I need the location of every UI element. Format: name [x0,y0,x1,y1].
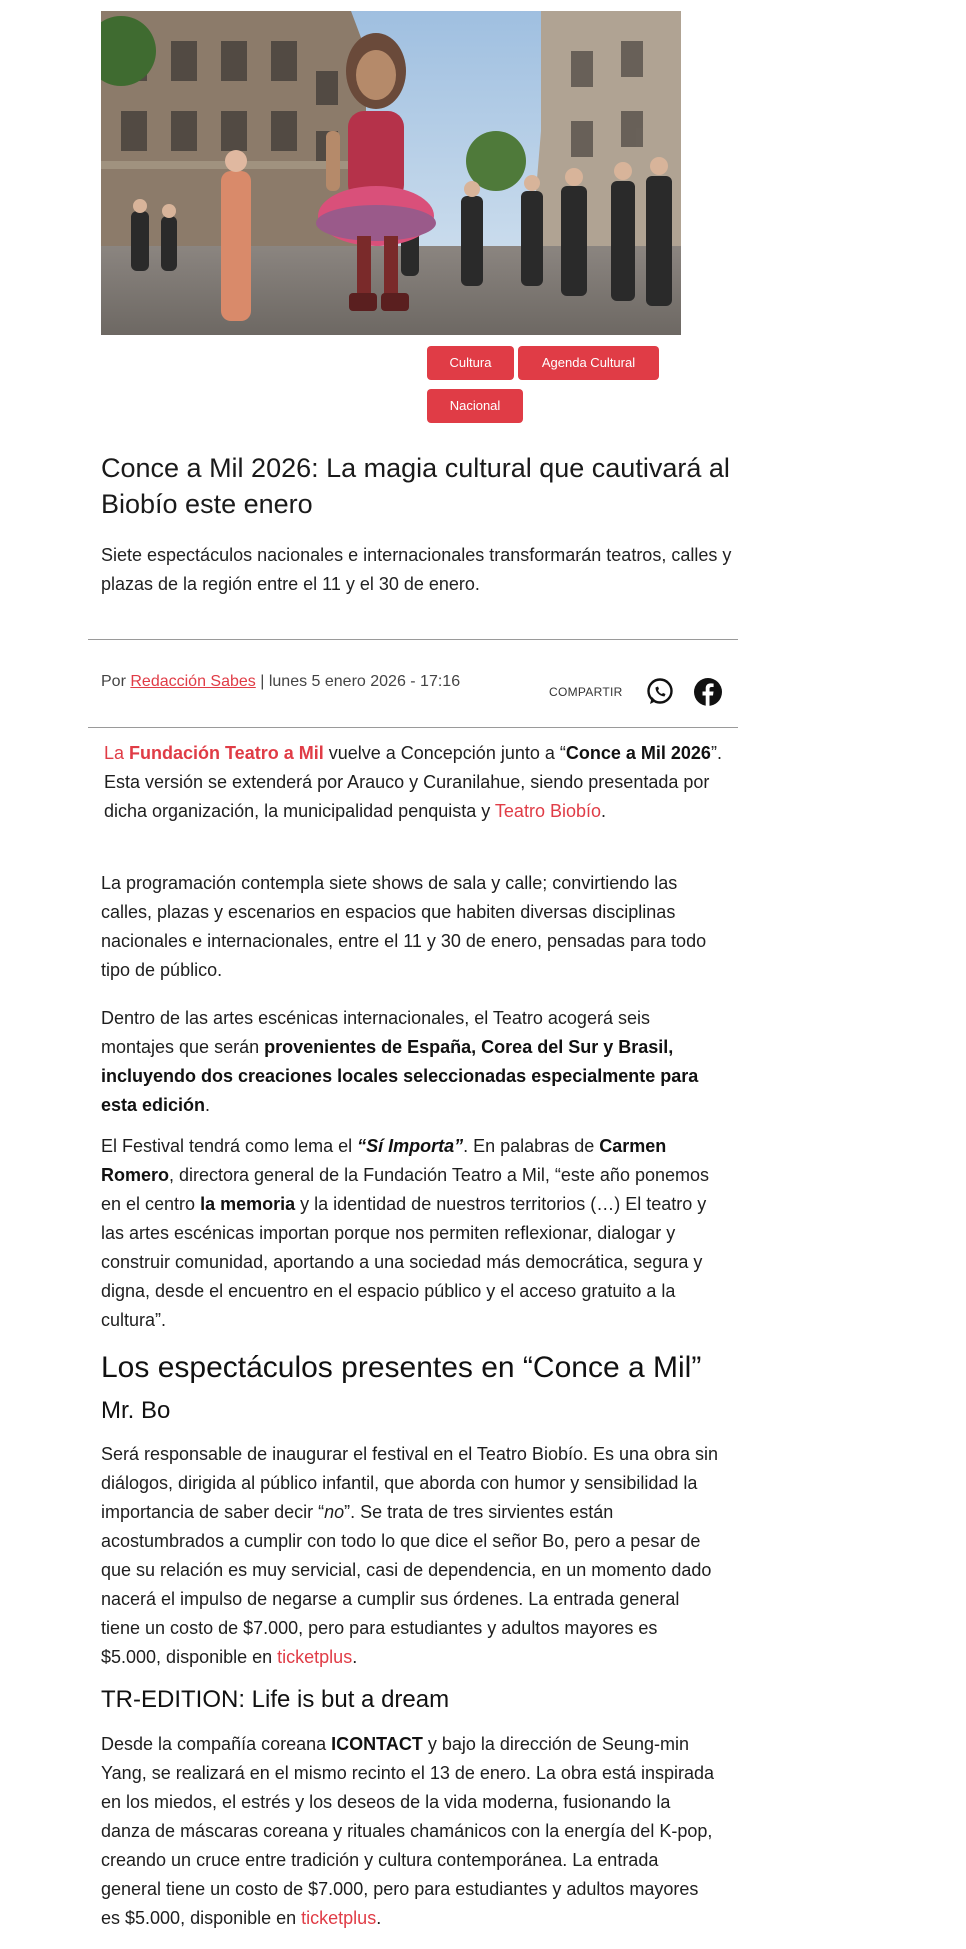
hero-image [101,11,681,335]
show-description-tr-edition: Desde la compañía coreana ICONTACT y bajo la dirección de Seung-min Yang, se realizará en el mismo recinto el 13 de enero. La obra está inspirada en los miedos, el estrés y los deseos de la vida moderna, fusionando la danza de máscaras coreana y rituales chamánicos con la energía del K-pop, creando un cruce entre tradición y cultura contemporánea. La entrada general tiene un costo de $7.000, pero para estudiantes y adultos mayores es $5.000, disponible en ticketplus. [101,1734,715,1928]
author-link[interactable]: Redacción Sabes [130,673,256,690]
paragraph-intro: La Fundación Teatro a Mil vuelve a Concepción junto a “Conce a Mil 2026”. Esta versión se extenderá por Arauco y Curanilahue, siendo presentada por dicha organización, la municipalidad penquista y Teatro Biobío. [104,743,722,821]
whatsapp-icon[interactable] [645,677,675,707]
ticketplus-link[interactable]: ticketplus [301,1908,377,1928]
show-description-mr-bo: Será responsable de inaugurar el festival en el Teatro Biobío. Es una obra sin diálogos, dirigida al público infantil, que aborda con humor y sensibilidad la importancia de saber decir “no”. Se trata de tres sirvientes están acostumbrados a cumplir con todo lo que dice el señor Bo, pero a pesar de que su relación es muy servicial, casi de dependencia, en un momento dado nacerá el impulso de negarse a cumplir sus órdenes. La entrada general tiene un costo de $7.000, pero para estudiantes y adultos mayores es $5.000, disponible en ticketplus. [101,1444,719,1667]
teatro-biobio-link[interactable]: Teatro Biobío [494,801,601,821]
show-title-mr-bo: Mr. Bo [101,1397,171,1424]
paragraph-quote: El Festival tendrá como lema el “Sí Importa”. En palabras de Carmen Romero, directora general de la Fundación Teatro a Mil, “este año ponemos en el centro la memoria y la identidad de nuestros territorios (…) El teatro y las artes escénicas importan porque nos permiten reflexionar, dialogar y construir comunidad, aportando a una sociedad más democrática, segura y digna, desde el encuentro en el espacio público y el acceso gratuito a la cultura”. [101,1136,709,1330]
org-link[interactable]: Fundación Teatro a Mil [129,743,324,763]
tag-nacional[interactable]: Nacional [427,389,523,423]
facebook-icon[interactable] [693,677,723,707]
article-title: Conce a Mil 2026: La magia cultural que cautivará al Biobío este enero [101,453,730,519]
tag-agenda-cultural[interactable]: Agenda Cultural [518,346,659,380]
publish-date: | lunes 5 enero 2026 - 17:16 [260,673,461,690]
divider-bottom [88,727,738,728]
byline [101,673,460,691]
divider-top [88,639,738,640]
tag-cultura[interactable]: Cultura [427,346,514,380]
ticketplus-link[interactable]: ticketplus [277,1647,353,1667]
paragraph-international: Dentro de las artes escénicas internacionales, el Teatro acogerá seis montajes que serán provenientes de España, Corea del Sur y Brasil, incluyendo dos creaciones locales seleccionadas especialmente para esta edición. [101,1008,699,1115]
section-heading: Los espectáculos presentes en “Conce a Mil” [101,1351,702,1384]
article-subtitle: Siete espectáculos nacionales e internacionales transformarán teatros, calles y plazas de la región entre el 11 y el 30 de enero. [101,545,732,594]
share-label: COMPARTIR [549,685,623,699]
show-title-tr-edition: TR-EDITION: Life is but a dream [101,1686,450,1713]
byline-prefix: Por [101,673,126,690]
paragraph-program: La programación contempla siete shows de sala y calle; convirtiendo las calles, plazas y escenarios en espacios que habiten diversas disciplinas nacionales e internacionales, entre el 11 y 30 de enero, pensadas para todo tipo de público. [101,873,707,980]
